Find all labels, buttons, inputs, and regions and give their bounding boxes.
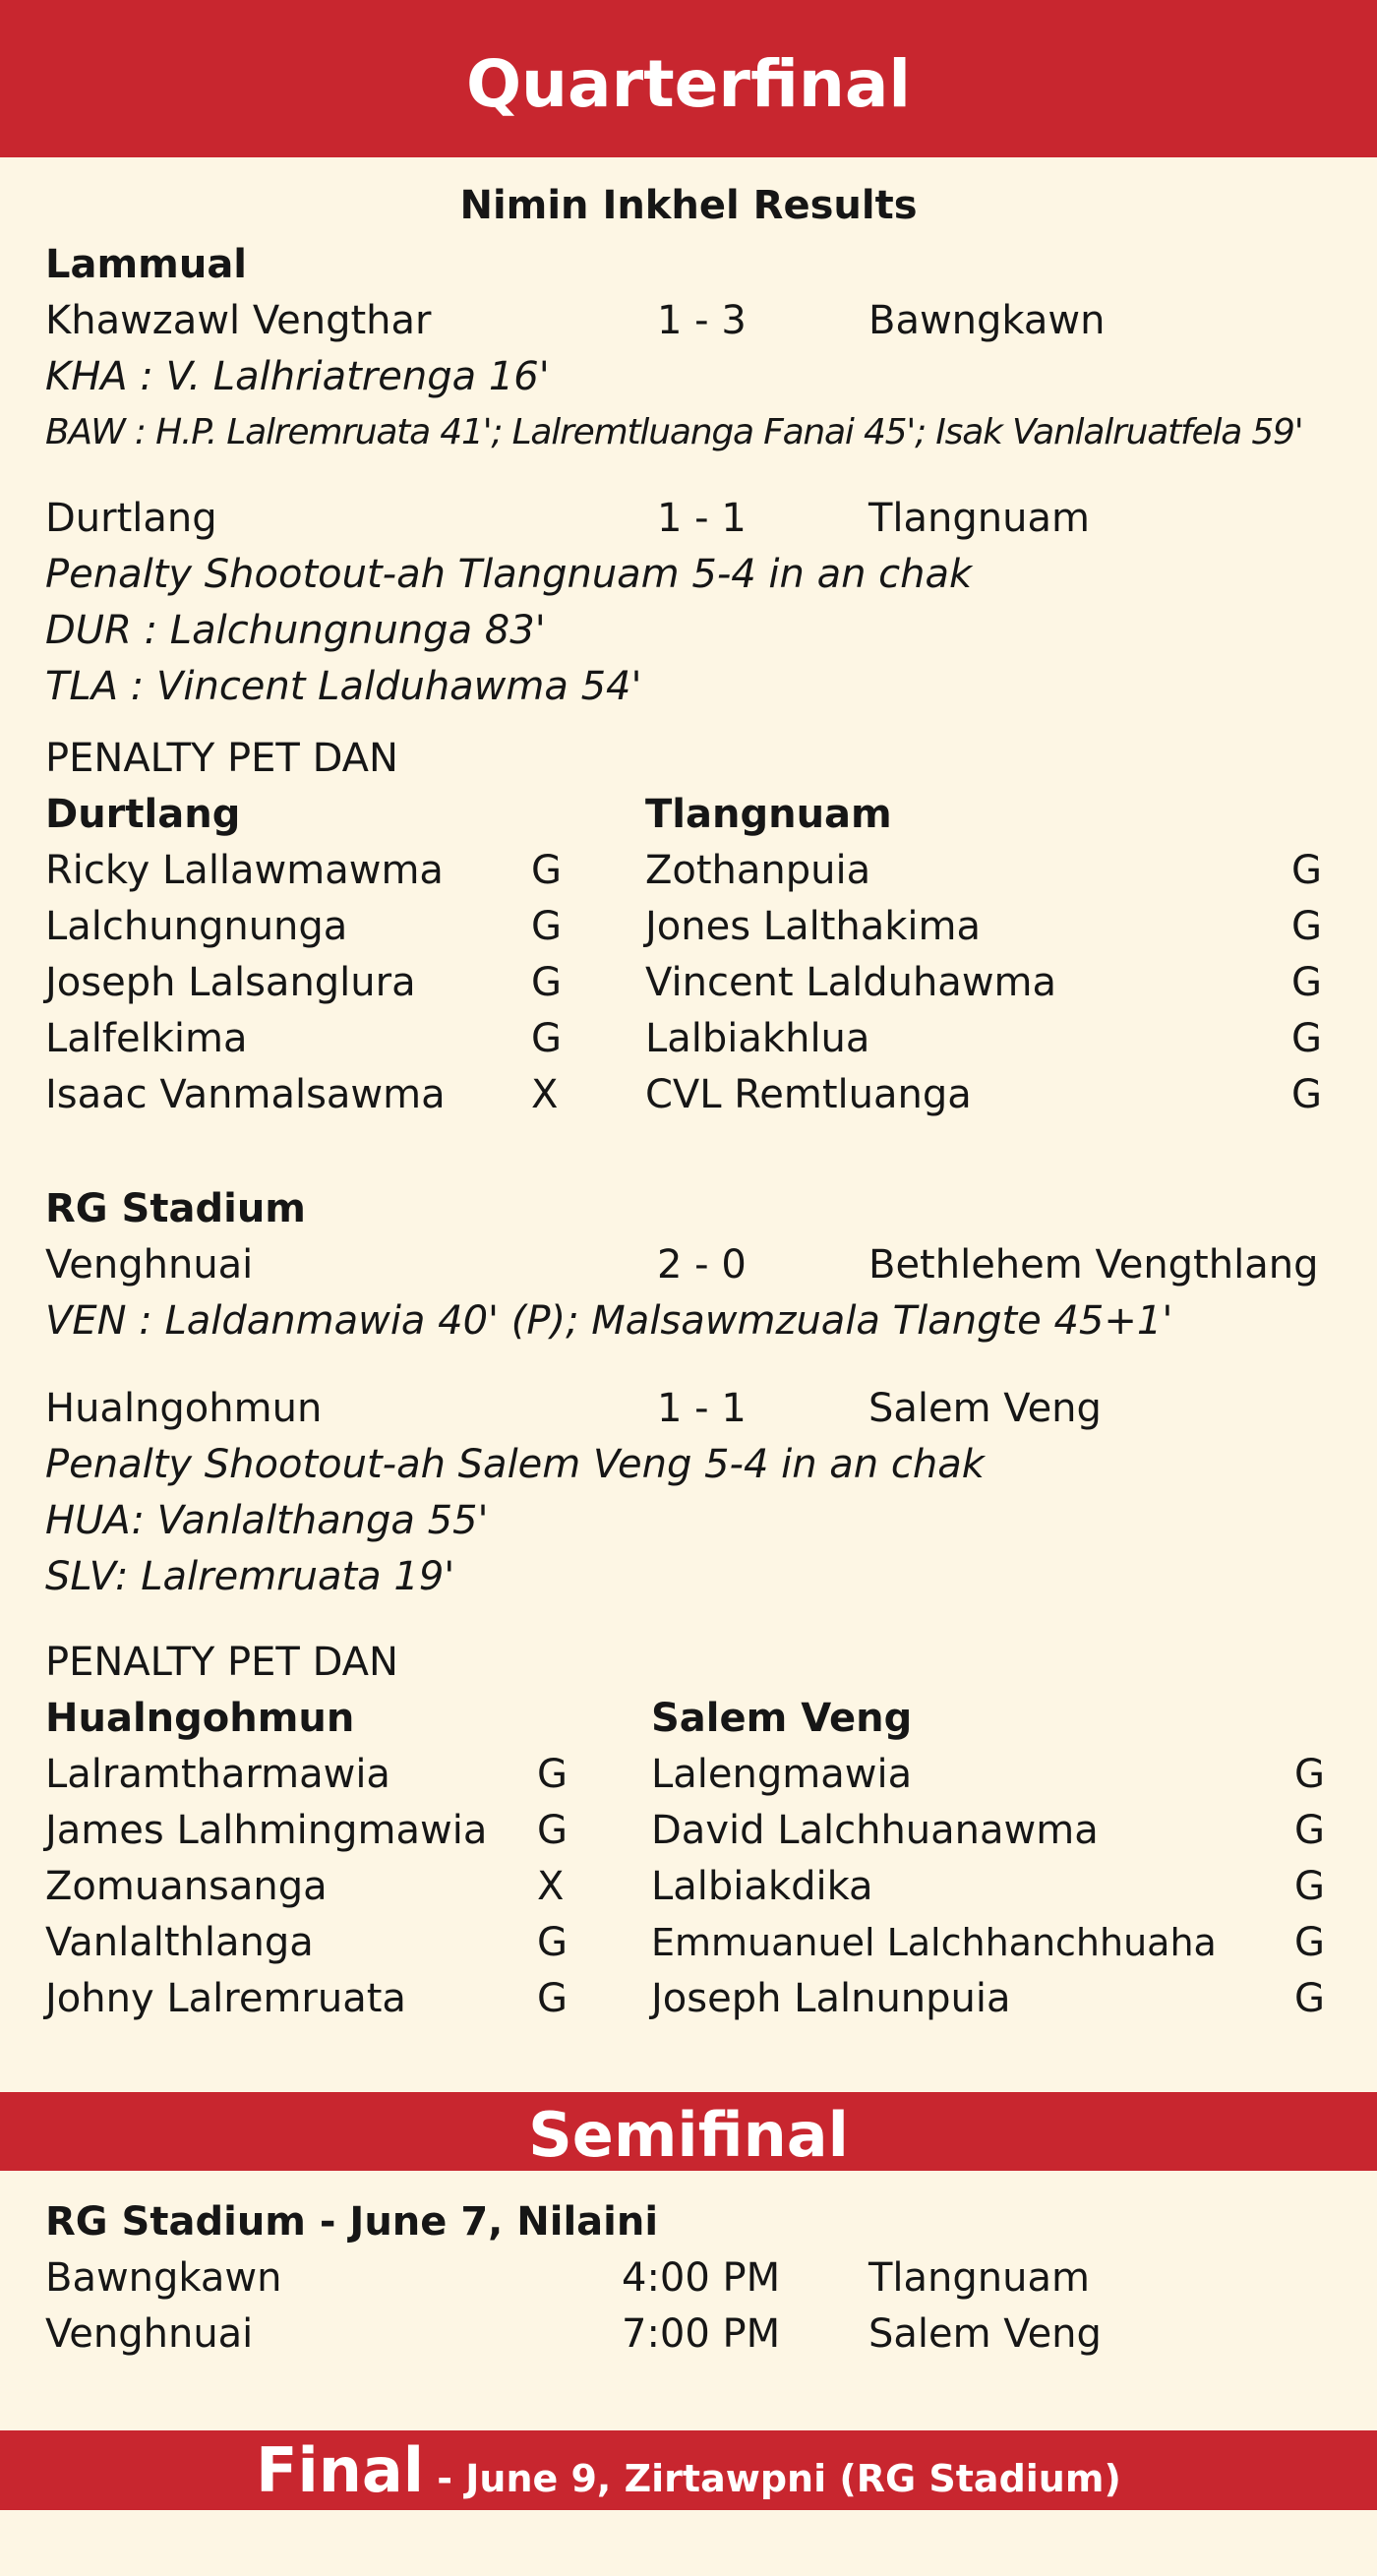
penalty-taker: Lalbiakhlua [645,1016,870,1061]
home-team: Bawngkawn [45,2255,282,2301]
penalty-taker: Ricky Lallawmawma [45,848,444,893]
penalty-mark: X [531,1072,559,1117]
penalty-mark: G [1294,1808,1325,1853]
penalty-taker: David Lalchhuanawma [651,1808,1099,1853]
quarterfinal-banner: Quarterfinal [0,0,1377,157]
away-team: Salem Veng [868,1386,1102,1431]
results-heading: Nimin Inkhel Results [459,183,918,228]
penalty-mark: G [537,1752,568,1797]
match-score: 2 - 0 [657,1242,747,1288]
penalty-taker: Lalengmawia [651,1752,913,1797]
penalty-mark: G [531,848,562,893]
home-team: Durtlang [45,496,217,541]
penalty-mark: G [531,960,562,1005]
penalty-mark: G [1291,1072,1322,1117]
semifinal-banner: Semifinal [0,2092,1377,2171]
penalty-taker: Emmuanuel Lalchhanchhuaha [651,1921,1217,1964]
penalty-taker: Lalchungnunga [45,904,348,949]
penalty-taker: Joseph Lalsanglura [45,960,416,1005]
penalty-taker: Zothanpuia [645,848,871,893]
penalty-taker: Johny Lalremruata [45,1976,406,2021]
away-team: Salem Veng [868,2311,1102,2357]
penalty-mark: G [1294,1752,1325,1797]
away-team: Bethlehem Vengthlang [868,1242,1319,1288]
penalty-heading: PENALTY PET DAN [45,736,398,781]
penalty-taker: Lalbiakdika [651,1864,873,1909]
penalty-mark: G [1294,1864,1325,1909]
match-note: DUR : Lalchungnunga 83' [45,608,546,653]
away-team: Tlangnuam [868,496,1090,541]
match-score: 1 - 1 [657,496,747,541]
match-score: 1 - 3 [657,298,747,343]
penalty-mark: G [537,1808,568,1853]
match-note: HUA: Vanlalthanga 55' [45,1498,489,1543]
penalty-mark: X [537,1864,565,1909]
kickoff-time: 4:00 PM [622,2255,781,2301]
penalty-mark: G [1291,848,1322,893]
final-details: - June 9, Zirtawpni (RG Stadium) [424,2457,1121,2500]
semifinal-venue: RG Stadium - June 7, Nilaini [45,2199,659,2245]
scorers-line: BAW : H.P. Lalremruata 41'; Lalremtluanga Fanai 45'; Isak Vanlalruatfela 59' [45,412,1303,452]
penalty-left-team: Hualngohmun [45,1696,355,1741]
away-team: Bawngkawn [868,298,1106,343]
penalty-mark: G [1291,904,1322,949]
penalty-taker: Jones Lalthakima [645,904,981,949]
venue-heading: Lammual [45,242,248,287]
penalty-taker: CVL Remtluanga [645,1072,972,1117]
penalty-mark: G [531,1016,562,1061]
home-team: Venghnuai [45,1242,254,1288]
venue-heading: RG Stadium [45,1186,306,1231]
final-title: Final [256,2434,425,2506]
penalty-taker: Zomuansanga [45,1864,328,1909]
penalty-right-team: Salem Veng [651,1696,913,1741]
match-note: Penalty Shootout-ah Salem Veng 5-4 in an chak [45,1442,985,1487]
match-note: Penalty Shootout-ah Tlangnuam 5-4 in an chak [45,552,973,597]
match-note: SLV: Lalremruata 19' [45,1554,455,1599]
penalty-taker: Vincent Lalduhawma [645,960,1057,1005]
penalty-mark: G [1291,960,1322,1005]
away-team: Tlangnuam [868,2255,1090,2301]
penalty-mark: G [1294,1920,1325,1965]
penalty-taker: Isaac Vanmalsawma [45,1072,446,1117]
home-team: Khawzawl Vengthar [45,298,432,343]
penalty-mark: G [531,904,562,949]
final-banner [0,2430,1377,2510]
penalty-mark: G [537,1920,568,1965]
penalty-left-team: Durtlang [45,792,241,837]
scorers-line: VEN : Laldanmawia 40' (P); Malsawmzuala Tlangte 45+1' [45,1298,1173,1344]
kickoff-time: 7:00 PM [622,2311,781,2357]
match-note: TLA : Vincent Lalduhawma 54' [45,664,642,709]
match-score: 1 - 1 [657,1386,747,1431]
penalty-mark: G [1291,1016,1322,1061]
penalty-taker: James Lalhmingmawia [45,1808,488,1853]
penalty-taker: Lalramtharmawia [45,1752,390,1797]
penalty-taker: Lalfelkima [45,1016,248,1061]
penalty-mark: G [1294,1976,1325,2021]
home-team: Venghnuai [45,2311,254,2357]
penalty-taker: Joseph Lalnunpuia [651,1976,1011,2021]
penalty-taker: Vanlalthlanga [45,1920,314,1965]
scorers-line: KHA : V. Lalhriatrenga 16' [45,354,550,399]
penalty-heading: PENALTY PET DAN [45,1640,398,1685]
penalty-mark: G [537,1976,568,2021]
penalty-right-team: Tlangnuam [645,792,892,837]
home-team: Hualngohmun [45,1386,323,1431]
